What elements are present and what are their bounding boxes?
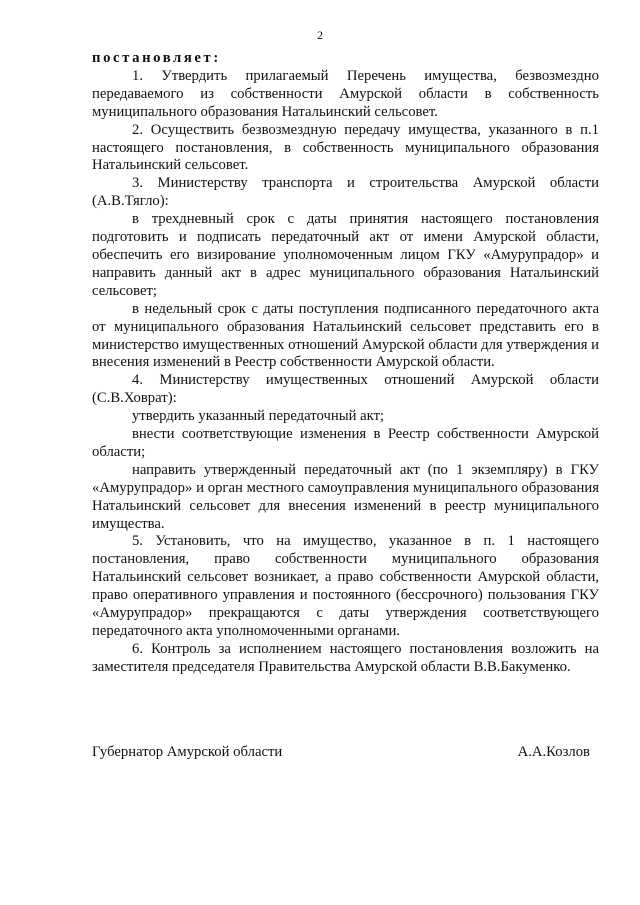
paragraph-4-sub-3: направить утвержденный передаточный акт (по 1 экземпляру) в ГКУ «Амурупрадор» и орган местного самоуправления муниципального образования Натальинский сельсовет для внесения изменений в реестр муниципального имущества. (92, 461, 599, 532)
paragraph-1: 1. Утвердить прилагаемый Перечень имущества, безвозмездно передаваемого из собственности Амурской области в собственность муниципального образования Натальинский сельсовет. (92, 67, 599, 120)
paragraph-5: 5. Установить, что на имущество, указанное в п. 1 настоящего постановления, право собственности муниципального образования Натальинский сельсовет возникает, а право собственности Амурской области, право оперативного управления и постоянного (бессрочного) пользования ГКУ «Амурупрадор» прекращаются с даты утверждения соответствующего передаточного акта уполномоченными органами. (92, 533, 599, 639)
page-number: 2 (317, 28, 323, 42)
paragraph-6: 6. Контроль за исполнением настоящего постановления возложить на заместителя председателя Правительства Амурской области В.В.Бакуменко. (92, 640, 599, 675)
paragraph-3-sub-2: в недельный срок с даты поступления подписанного передаточного акта от муниципального образования Натальинский сельсовет представить его в министерство имущественных отношений Амурской области для утверждения и внесения изменений в Реестр собственности Амурской области. (92, 300, 599, 371)
resolution-body (92, 50, 599, 677)
paragraph-2: 2. Осуществить безвозмездную передачу имущества, указанного в п.1 настоящего постановления, в собственность муниципального образования Натальинский сельсовет. (92, 121, 599, 174)
paragraph-3-sub-1: в трехдневный срок с даты принятия настоящего постановления подготовить и подписать передаточный акт от имени Амурской области, обеспечить его визирование уполномоченным лицом ГКУ «Амурупрадор» и направить данный акт в адрес муниципального образования Натальинский сельсовет; (92, 211, 599, 299)
paragraph-3: 3. Министерству транспорта и строительства Амурской области (А.В.Тягло): (92, 175, 599, 210)
signatory-name: А.А.Козлов (517, 744, 590, 760)
paragraph-4-sub-2: внести соответствующие изменения в Реестр собственности Амурской области; (92, 426, 599, 460)
paragraph-4-sub-1: утвердить указанный передаточный акт; (132, 408, 385, 425)
paragraph-4: 4. Министерству имущественных отношений Амурской области (С.В.Ховрат): (92, 372, 599, 407)
resolution-heading: постановляет: (92, 50, 221, 66)
signatory-title: Губернатор Амурской области (92, 744, 283, 760)
